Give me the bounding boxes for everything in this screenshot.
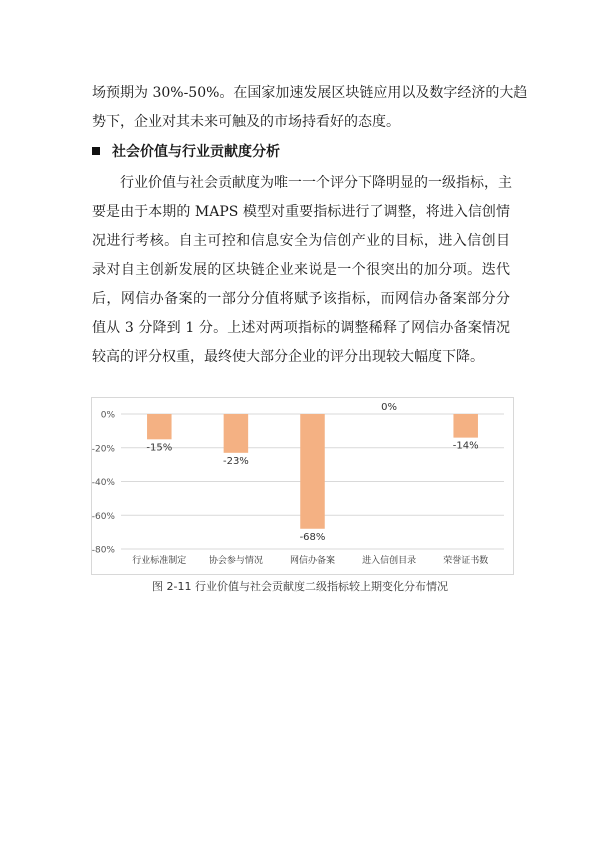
paragraph-line: 较高的评分权重，最终使大部分企业的评分出现较大幅度下降。 [92, 349, 484, 365]
paragraph-line: 行业价值与社会贡献度为唯一一个评分下降明显的一级指标，主 [120, 175, 512, 191]
bar [300, 414, 325, 529]
bar [224, 414, 249, 453]
category-label: 进入信创目录 [362, 556, 417, 566]
y-tick-label: -80% [92, 545, 115, 556]
category-label: 行业标准制定 [132, 556, 187, 566]
body-paragraph [92, 169, 510, 372]
paragraph-line: 场预期为 30%-50%。在国家加速发展区块链应用以及数字经济的大趋 [92, 85, 528, 101]
data-label: -15% [146, 442, 173, 454]
y-tick-label: 0% [100, 410, 115, 421]
paragraph-line: 后，网信办备案的一部分分值将赋予该指标，而网信办备案部分分 [92, 291, 510, 307]
bar-chart [91, 397, 514, 575]
section-heading [92, 141, 280, 163]
intro-paragraph [92, 79, 528, 137]
figure-caption: 图 2-11 行业价值与社会贡献度二级指标较上期变化分布情况 [152, 580, 448, 593]
category-label: 协会参与情况 [208, 556, 263, 566]
paragraph-line: 值从 3 分降到 1 分。上述对两项指标的调整稀释了网信办备案情况 [92, 320, 510, 336]
bar [453, 414, 478, 438]
data-label: 0% [381, 402, 398, 413]
y-tick-label: -40% [92, 478, 115, 488]
category-label: 荣誉证书数 [443, 556, 489, 566]
y-tick-label: -60% [92, 511, 115, 522]
category-label: 网信办备案 [289, 556, 336, 566]
bar [147, 414, 172, 439]
data-label: -14% [452, 440, 479, 452]
square-bullet-icon [92, 147, 100, 155]
chart-canvas [92, 398, 513, 574]
paragraph-line: 况进行考核。自主可控和信息安全为信创产业的目标，进入信创目 [92, 233, 510, 249]
paragraph-line: 要是由于本期的 MAPS 模型对重要指标进行了调整，将进入信创情 [92, 204, 510, 220]
data-label: -23% [222, 455, 249, 467]
paragraph-line: 势下，企业对其未来可触及的市场持看好的态度。 [92, 114, 400, 130]
data-label: -68% [299, 531, 326, 543]
section-heading-text: 社会价值与行业贡献度分析 [112, 144, 280, 160]
y-tick-label: -20% [92, 444, 115, 455]
paragraph-line: 录对自主创新发展的区块链企业来说是一个很突出的加分项。迭代 [92, 262, 510, 278]
